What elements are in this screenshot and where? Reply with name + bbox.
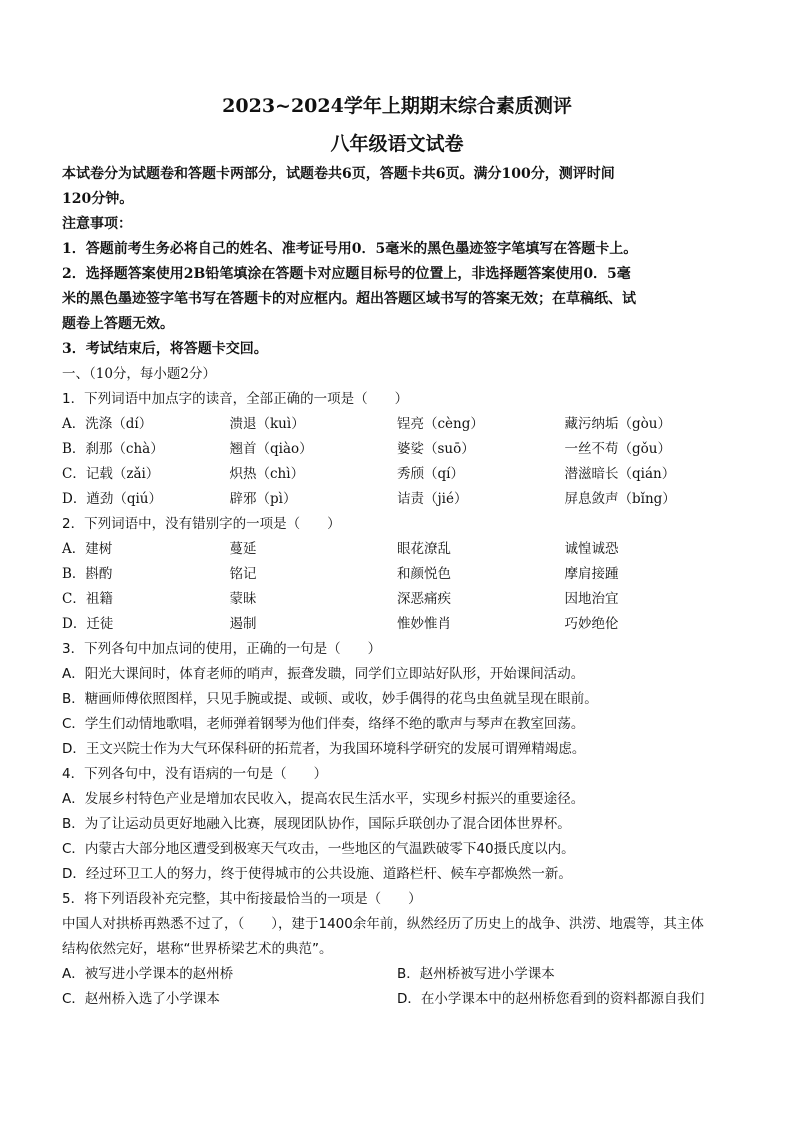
question-5 <box>62 887 732 1012</box>
question-stem: 2．下列词语中，没有错别字的一项是（ ） <box>62 516 341 532</box>
exam-title: 2023~2024学年上期期末综合素质测评 <box>222 95 572 117</box>
question-2 <box>62 512 732 637</box>
option-cell: 溃退（kuì） <box>229 416 305 432</box>
option-row-b <box>62 437 732 462</box>
question-stem: 1．下列词语中加点字的读音，全部正确的一项是（ ） <box>62 391 409 407</box>
option-cell: 摩肩接踵 <box>564 566 619 582</box>
option-d: D．在小学课本中的赵州桥您看到的资料都源自我们 <box>397 991 705 1007</box>
passage-line: 中国人对拱桥再熟悉不过了，（ ），建于1400余年前，纵然经历了历史上的战争、洪涝、地震等，其主体 <box>62 916 704 932</box>
option-row-a <box>62 537 732 562</box>
option-cell: A．建树 <box>62 541 113 557</box>
question-stem: 3．下列各句中加点词的使用，正确的一句是（ ） <box>62 641 382 657</box>
intro-line: 本试卷分为试题卷和答题卡两部分，试题卷共6页，答题卡共6页。满分100分，测评时间 <box>62 166 615 182</box>
option-cell: 藏污纳垢（gòu） <box>564 416 671 432</box>
option-cell: 深恶痛疾 <box>397 591 451 607</box>
option-cell: C．记载（zǎi） <box>62 466 160 482</box>
option-cell: 诚惶诚恐 <box>564 541 619 557</box>
option-cell: 一丝不苟（gǒu） <box>564 441 671 457</box>
notice-item: 题卷上答题无效。 <box>62 316 174 332</box>
option-row-d <box>62 487 732 512</box>
option-cell: 遏制 <box>229 616 257 632</box>
option-cell: 和颜悦色 <box>397 566 451 582</box>
option-cell: D．迁徒 <box>62 616 114 632</box>
option-a: A．被写进小学课本的赵州桥 <box>62 966 234 982</box>
option-row-ab <box>62 962 732 987</box>
option-c: C．赵州桥入选了小学课本 <box>62 991 220 1007</box>
option-a: A．发展乡村特色产业是增加农民收入，提高农民生活水平，实现乡村振兴的重要途径。 <box>62 791 585 807</box>
option-cell: B．刹那（chà） <box>62 441 164 457</box>
option-a: A．阳光大课间时，体育老师的哨声，振聋发聩，同学们立即站好队形，开始课间活动。 <box>62 666 585 682</box>
option-cell: C．祖籍 <box>62 591 113 607</box>
option-cell: 翘首（qiào） <box>229 441 313 457</box>
option-d: D．王文兴院士作为大气环保科研的拓荒者，为我国环境科学研究的发展可谓殚精竭虑。 <box>62 741 586 757</box>
option-cell: 炽热（chì） <box>229 466 305 482</box>
question-stem: 4．下列各句中，没有语病的一句是（ ） <box>62 766 328 782</box>
option-cell: 铭记 <box>229 566 257 582</box>
notice-item: 2．选择题答案使用2B铅笔填涂在答题卡对应题目标号的位置上，非选择题答案使用0．5毫 <box>62 266 631 282</box>
intro-line: 120分钟。 <box>62 191 134 207</box>
question-3 <box>62 637 732 762</box>
option-row-b <box>62 562 732 587</box>
option-row-a <box>62 412 732 437</box>
option-cell: B．斟酌 <box>62 566 113 582</box>
option-cell: 辟邪（pì） <box>229 491 297 507</box>
option-row-cd <box>62 987 732 1012</box>
option-c: C．学生们动情地歌唱，老师弹着钢琴为他们伴奏，络绎不绝的歌声与琴声在教室回荡。 <box>62 716 585 732</box>
option-cell: 潜滋暗长（qián） <box>564 466 676 482</box>
option-cell: A．洗涤（dí） <box>62 416 153 432</box>
option-cell: 因地治宜 <box>564 591 619 607</box>
notice-heading: 注意事项： <box>62 216 132 232</box>
option-b: B．糖画师傅依照图样，只见手腕或提、或顿、或收，妙手偶得的花鸟虫鱼就呈现在眼前。 <box>62 691 598 707</box>
option-b: B．为了让运动员更好地融入比赛，展现团队协作，国际乒联创办了混合团体世界杯。 <box>62 816 571 832</box>
option-row-c <box>62 462 732 487</box>
notice-item: 1．答题前考生务必将自己的姓名、准考证号用0．5毫米的黑色墨迹签字笔填写在答题卡上。 <box>62 241 638 257</box>
question-4 <box>62 762 732 887</box>
notice <box>62 212 732 362</box>
option-cell: 惟妙惟肖 <box>397 616 451 632</box>
exam-subtitle: 八年级语文试卷 <box>330 133 464 155</box>
passage-line: 结构依然完好，堪称“世界桥梁艺术的典范”。 <box>62 941 333 957</box>
option-cell: 婆娑（suō） <box>397 441 475 457</box>
notice-item: 米的黑色墨迹签字笔书写在答题卡的对应框内。超出答题区域书写的答案无效；在草稿纸、试 <box>62 291 636 307</box>
option-cell: 巧妙绝伦 <box>564 616 619 632</box>
option-c: C．内蒙古大部分地区遭受到极寒天气攻击，一些地区的气温跌破零下40摄氏度以内。 <box>62 841 575 857</box>
option-cell: 蒙昧 <box>229 591 257 607</box>
section-heading: 一、（10分，每小题2分） <box>62 366 217 382</box>
option-row-c <box>62 587 732 612</box>
question-1 <box>62 387 732 512</box>
intro <box>62 162 732 212</box>
option-row-d <box>62 612 732 637</box>
question-stem: 5．将下列语段补充完整，其中衔接最恰当的一项是（ ） <box>62 891 422 907</box>
option-cell: 屏息敛声（bǐng） <box>564 491 676 507</box>
option-cell: 秀颀（qí） <box>397 466 464 482</box>
option-cell: 蔓延 <box>229 541 257 557</box>
option-cell: 诘责（jié） <box>397 491 468 507</box>
option-cell: 眼花潦乱 <box>397 541 451 557</box>
notice-item: 3．考试结束后，将答题卡交回。 <box>62 341 268 357</box>
option-cell: 锃亮（cèng） <box>397 416 484 432</box>
option-b: B．赵州桥被写进小学课本 <box>397 966 555 982</box>
option-cell: D．遒劲（qiú） <box>62 491 162 507</box>
option-d: D．经过环卫工人的努力，终于使得城市的公共设施、道路栏杆、候车亭都焕然一新。 <box>62 866 572 882</box>
